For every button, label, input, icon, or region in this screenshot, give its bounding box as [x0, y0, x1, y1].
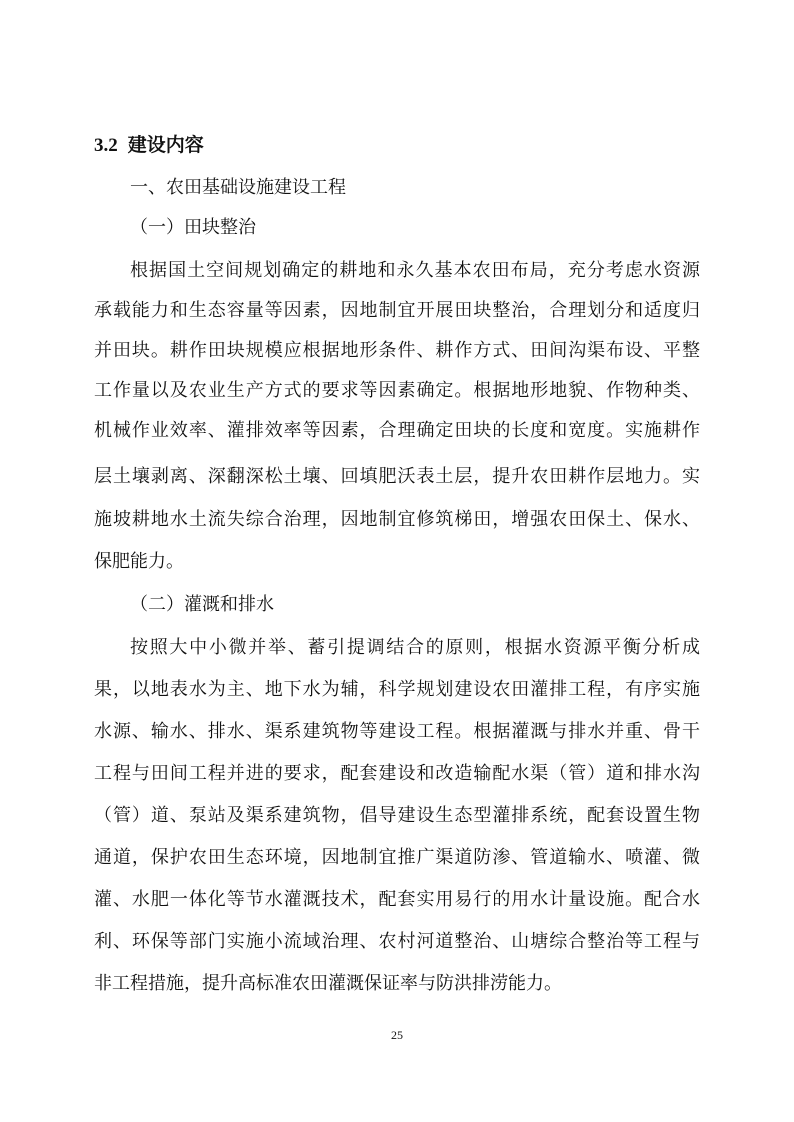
paragraph2-line: 水源、输水、排水、渠系建筑物等建设工程。根据灌溉与排水并重、骨干: [94, 721, 700, 742]
paragraph2-line: 果，以地表水为主、地下水为辅，科学规划建设农田灌排工程，有序实施: [94, 679, 700, 700]
subheading-irrigation: （二）灌溉和排水: [130, 594, 274, 615]
subheading-field-block: （一）田块整治: [130, 217, 256, 238]
section-title: 建设内容: [127, 134, 204, 156]
paragraph2-line: 利、环保等部门实施小流域治理、农村河道整治、山塘综合整治等工程与: [94, 931, 700, 952]
paragraph1-line: 根据国土空间规划确定的耕地和永久基本农田布局，充分考虑水资源: [130, 260, 700, 281]
paragraph1-line: 机械作业效率、灌排效率等因素，合理确定田块的长度和宽度。实施耕作: [94, 420, 700, 441]
section-heading: [94, 130, 204, 161]
paragraph1-line: 工作量以及农业生产方式的要求等因素确定。根据地形地貌、作物种类、: [94, 380, 700, 401]
paragraph1-line: 承载能力和生态容量等因素，因地制宜开展田块整治，合理划分和适度归: [94, 300, 700, 321]
section-number: 3.2: [94, 135, 118, 156]
paragraph1-line: 并田块。耕作田块规模应根据地形条件、耕作方式、田间沟渠布设、平整: [94, 340, 700, 361]
paragraph2-line: 工程与田间工程并进的要求，配套建设和改造输配水渠（管）道和排水沟: [94, 763, 700, 784]
paragraph2-line: 非工程措施，提升高标准农田灌溉保证率与防洪排涝能力。: [94, 973, 562, 994]
paragraph1-line: 施坡耕地水土流失综合治理，因地制宜修筑梯田，增强农田保土、保水、: [94, 509, 700, 530]
paragraph1-line: 层土壤剥离、深翻深松土壤、回填肥沃表土层，提升农田耕作层地力。实: [94, 466, 700, 487]
paragraph2-line: （管）道、泵站及渠系建筑物，倡导建设生态型灌排系统，配套设置生物: [94, 805, 700, 826]
page-number: 25: [391, 1028, 403, 1042]
paragraph2-line: 按照大中小微并举、蓄引提调结合的原则，根据水资源平衡分析成: [130, 637, 700, 658]
paragraph2-line: 灌、水肥一体化等节水灌溉技术，配套实用易行的用水计量设施。配合水: [94, 889, 700, 910]
paragraph2-line: 通道，保护农田生态环境，因地制宜推广渠道防渗、管道输水、喷灌、微: [94, 847, 700, 868]
paragraph1-line: 保肥能力。: [94, 551, 184, 572]
heading-level1: 一、农田基础设施建设工程: [130, 177, 346, 198]
